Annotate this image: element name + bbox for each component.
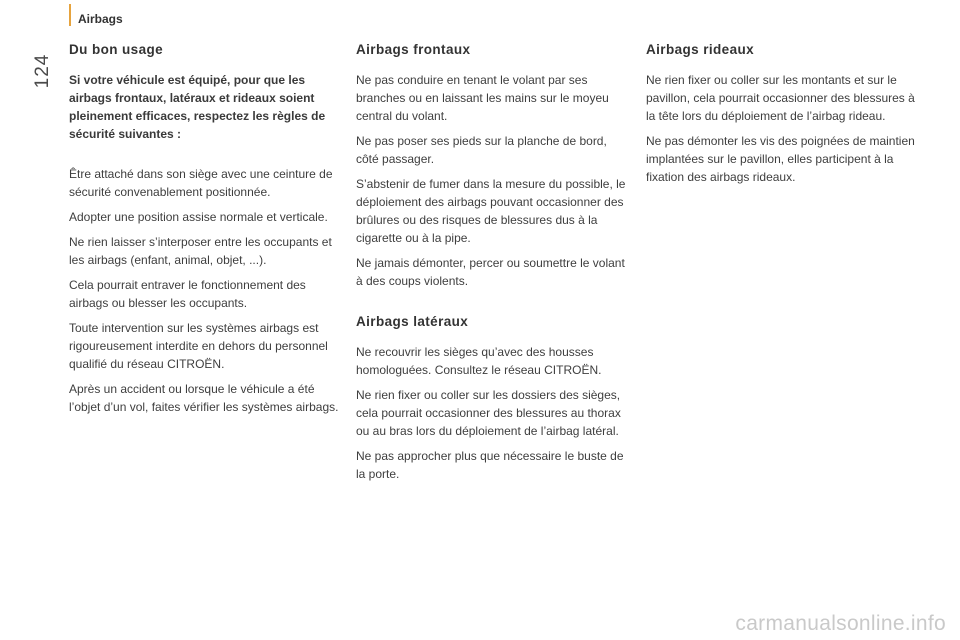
- paragraph: Adopter une position assise normale et verticale.: [69, 210, 328, 224]
- paragraph: Cela pourrait entraver le fonctionnement des airbags ou blesser les occupants.: [69, 278, 306, 310]
- paragraph: Ne pas approcher plus que nécessaire le buste de la porte.: [356, 449, 624, 481]
- paragraph: Être attaché dans son siège avec une ceinture de sécurité convenablement positionnée.: [69, 167, 333, 199]
- paragraph: Ne rien fixer ou coller sur les montants et sur le pavillon, cela pourrait occasionner des blessures à la tête lors du déploiement de l’airbag rideau.: [646, 73, 915, 123]
- paragraph: Ne pas poser ses pieds sur la planche de bord, côté passager.: [356, 134, 607, 166]
- header-accent-bar: [69, 4, 71, 26]
- heading-usage: Du bon usage: [69, 42, 164, 57]
- paragraph: Ne jamais démonter, percer ou soumettre le volant à des coups violents.: [356, 256, 625, 288]
- paragraph: Ne rien fixer ou coller sur les dossiers des sièges, cela pourrait occasionner des blessures au thorax ou au bras lors du déploiement de l’airbag latéral.: [356, 388, 621, 438]
- intro-text: Si votre véhicule est équipé, pour que les airbags frontaux, latéraux et rideaux soient pleinement efficaces, respectez les règles de sécurité suivantes :: [69, 73, 326, 141]
- heading-lateral: Airbags latéraux: [356, 314, 469, 329]
- paragraph: S’abstenir de fumer dans la mesure du possible, le déploiement des airbags pouvant occasionner des brûlures ou des risques de blessures dus à la cigarette ou à la pipe.: [356, 177, 626, 245]
- section-title: Airbags: [78, 12, 123, 26]
- watermark: carmanualsonline.info: [735, 612, 946, 635]
- column-frontal-lateral: [356, 42, 631, 490]
- lateral-section: [356, 314, 631, 483]
- paragraph: Ne pas démonter les vis des poignées de maintien implantées sur le pavillon, elles participent à la fixation des airbags rideaux.: [646, 134, 915, 184]
- paragraph: Ne recouvrir les sièges qu’avec des housses homologuées. Consultez le réseau CITROËN.: [356, 345, 602, 377]
- column-curtain: [646, 42, 921, 193]
- paragraph: Après un accident ou lorsque le véhicule a été l’objet d’un vol, faites vérifier les systèmes airbags.: [69, 382, 339, 414]
- column-usage: [69, 42, 344, 423]
- paragraph: Ne rien laisser s’interposer entre les occupants et les airbags (enfant, animal, objet, ...).: [69, 235, 332, 267]
- paragraph: Toute intervention sur les systèmes airbags est rigoureusement interdite en dehors du personnel qualifié du réseau CITROËN.: [69, 321, 328, 371]
- heading-curtain: Airbags rideaux: [646, 42, 755, 57]
- paragraph: Ne pas conduire en tenant le volant par ses branches ou en laissant les mains sur le moyeu central du volant.: [356, 73, 609, 123]
- heading-frontal: Airbags frontaux: [356, 42, 471, 57]
- page-number: 124: [32, 53, 53, 89]
